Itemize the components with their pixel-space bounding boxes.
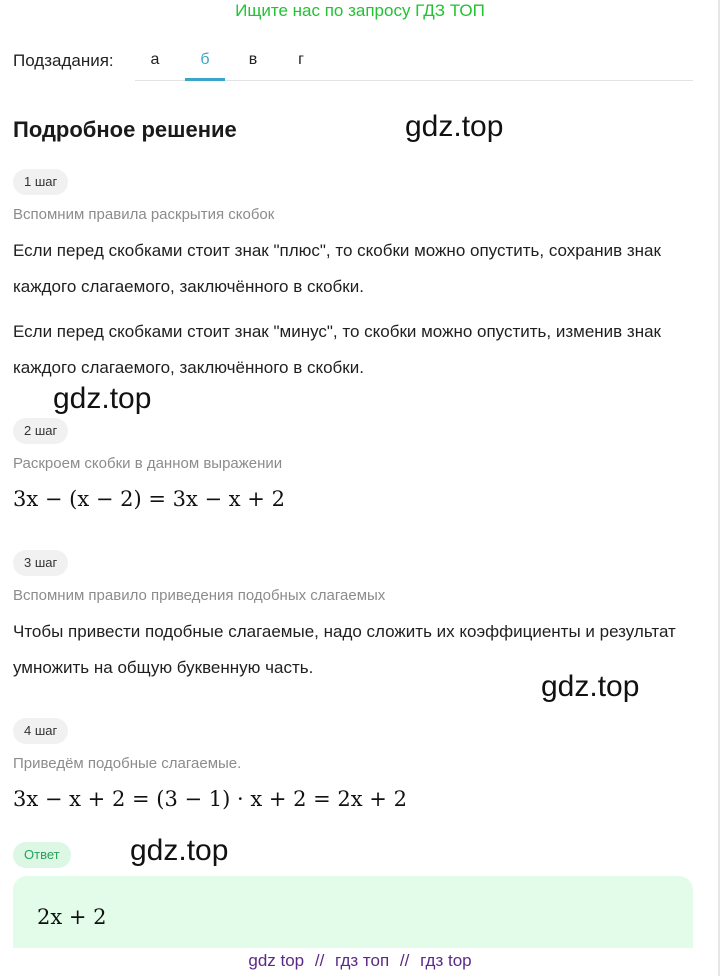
step-hint: Приведём подобные слагаемые. xyxy=(13,755,242,772)
tab-b[interactable]: б xyxy=(185,44,225,81)
subtasks-tabs xyxy=(135,44,693,81)
footer-link[interactable]: gdz top xyxy=(248,951,305,970)
step-formula: 3x − x + 2 = (3 − 1) · x + 2 = 2x + 2 xyxy=(13,787,407,811)
step-hint: Раскроем скобки в данном выражении xyxy=(13,455,283,472)
step-badge: 4 шаг xyxy=(13,718,68,744)
step-hint: Вспомним правила раскрытия скобок xyxy=(13,206,275,223)
footer-separator: // xyxy=(399,951,410,970)
answer-badge: Ответ xyxy=(13,842,71,868)
tab-v[interactable]: в xyxy=(248,51,258,68)
answer-formula: 2x + 2 xyxy=(37,905,107,929)
watermark: gdz.top xyxy=(130,834,229,867)
step-hint: Вспомним правило приведения подобных слагаемых xyxy=(13,587,386,604)
step-badge: 1 шаг xyxy=(13,169,68,195)
footer-links xyxy=(0,950,720,972)
step-badge: 2 шаг xyxy=(13,418,68,444)
tab-a[interactable]: а xyxy=(150,51,160,68)
step-paragraph: Если перед скобками стоит знак "минус", то скобки можно опустить, изменив знак каждого слагаемого, заключённого в скобки. xyxy=(13,322,661,377)
promo-banner: Ищите нас по запросу ГДЗ ТОП xyxy=(235,1,485,20)
footer-link[interactable]: гдз top xyxy=(420,951,472,970)
subtasks-label: Подзадания: xyxy=(13,51,114,70)
footer-link[interactable]: гдз топ xyxy=(335,951,390,970)
watermark: gdz.top xyxy=(405,110,504,143)
answer-box xyxy=(13,876,693,948)
step-paragraph: Чтобы привести подобные слагаемые, надо сложить их коэффициенты и результат умножить на общую буквенную часть. xyxy=(13,622,676,677)
step-formula: 3x − (x − 2) = 3x − x + 2 xyxy=(13,487,285,511)
tab-g[interactable]: г xyxy=(298,51,304,68)
section-title: Подробное решение xyxy=(13,117,237,142)
footer-separator: // xyxy=(314,951,325,970)
step-badge: 3 шаг xyxy=(13,550,68,576)
watermark: gdz.top xyxy=(53,382,152,415)
watermark: gdz.top xyxy=(541,670,640,703)
step-paragraph: Если перед скобками стоит знак "плюс", то скобки можно опустить, сохранив знак каждого слагаемого, заключённого в скобки. xyxy=(13,241,661,296)
